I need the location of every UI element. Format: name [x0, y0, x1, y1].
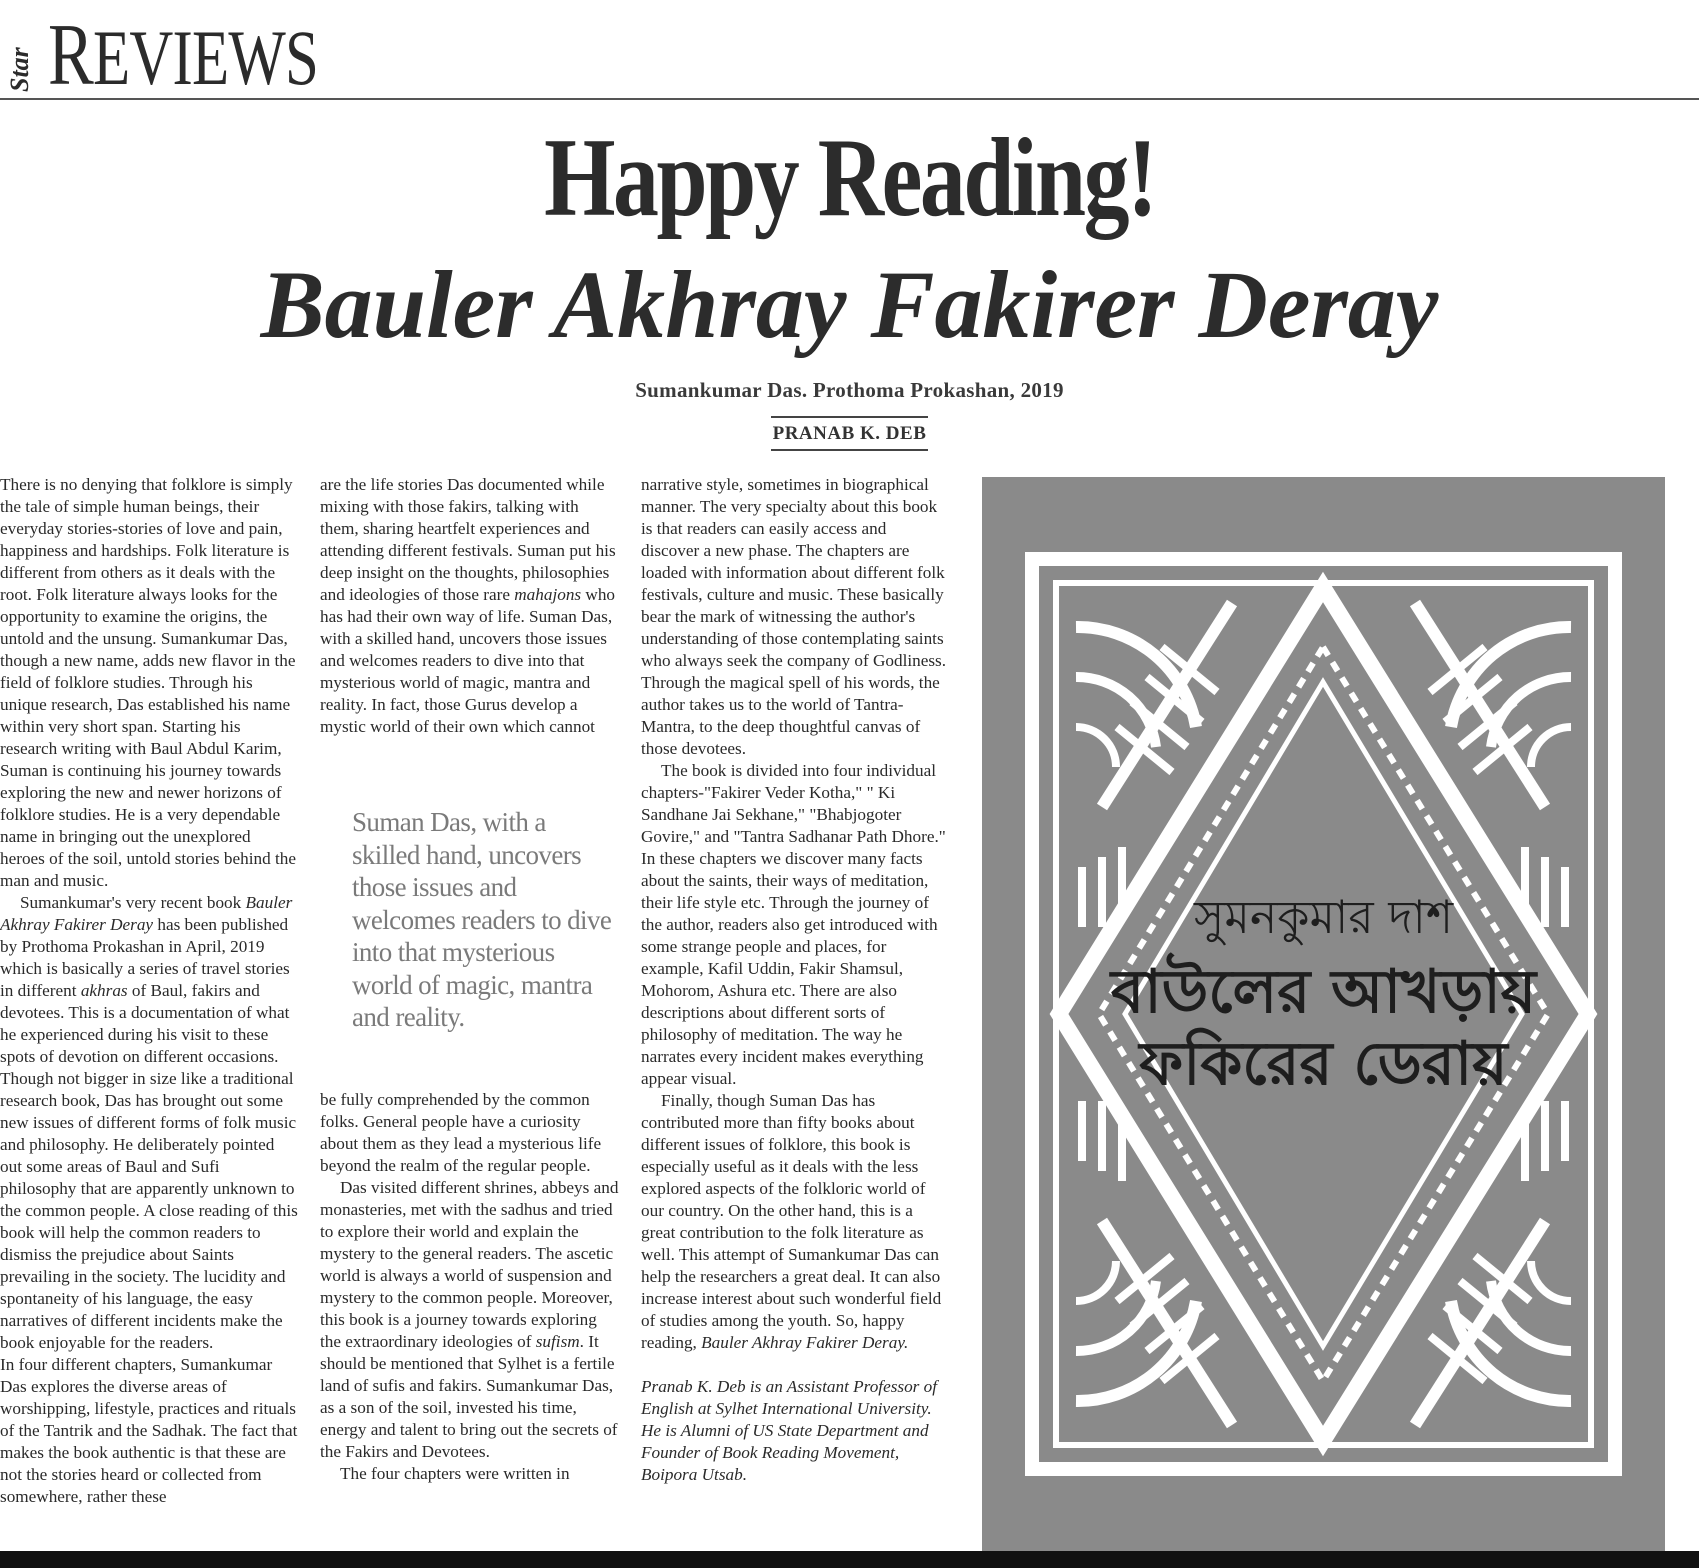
paragraph: narrative style, sometimes in biographical manner. The very specialty about this book is that readers can easily access and discover a new phase. The chapters are loaded with information about different folk festivals, culture and music. These basically bear the mark of witnessing the author's understanding of those contemplating saints who always seek the company of Godliness. Through the magical spell of his words, the author takes us to the world of Tantra-Mantra, to the deep thoughtful canvas of those devotees.	[641, 475, 947, 758]
paragraph: be fully comprehended by the common folks. General people have a curiosity about them as they lead a mysterious life beyond the realm of the regular people.	[320, 1090, 602, 1175]
italic-term: akhras	[80, 981, 128, 1000]
article-column-1	[0, 474, 298, 1508]
cover-author: সুমনকুমার দাশ	[1193, 890, 1454, 944]
text-run: has been published by Prothoma Prokashan in April, 2019 which is basically a series of travel stories in different	[0, 915, 290, 1000]
paragraph	[0, 892, 298, 1354]
italic-term: sufism	[535, 1332, 580, 1351]
italic-term: mahajons	[514, 585, 582, 604]
paragraph	[320, 1177, 620, 1463]
section-name-rest: EVIEWS	[93, 14, 319, 101]
page-bottom-bar	[0, 1551, 1699, 1568]
text-run: of Baul, fakirs and devotees. This is a documentation of what he experienced during his visit to these spots of devotion on different occasions. Though not bigger in size like a traditional research book, Das has brought out some new issues of different forms of folk music and philosophy. He deliberately pointed out some areas of Baul and Sufi philosophy that are apparently unknown to the common people. A close reading of this book will help the common readers to dismiss the prejudice about Saints prevailing in the society. The lucidity and spontaneity of his language, the easy narratives of different incidents make the book enjoyable for the readers.	[0, 981, 298, 1352]
article-column-2-bottom	[320, 1089, 620, 1485]
paragraph	[641, 1090, 946, 1354]
book-info: Sumankumar Das. Prothoma Prokashan, 2019	[635, 378, 1064, 402]
text-run: are the life stories Das documented while mixing with those fakirs, talking with them, sharing heartfelt experiences and attending different festivals. Suman put his deep insight on the thoughts, philosophies and ideologies of those rare	[320, 475, 616, 604]
author-bio: Pranab K. Deb is an Assistant Professor of English at Sylhet International University. He is Alumni of US State Department and Founder of Book Reading Movement, Boipora Utsab.	[641, 1377, 938, 1484]
book-title: Bauler Akhray Fakirer Deray	[260, 251, 1439, 358]
headline	[0, 118, 1699, 238]
paragraph: The book is divided into four individual chapters-"Fakirer Veder Kotha," " Ki Sandhane Jai Sekhane," "Bhabjogoter Govire," and "Tantra Sadhanar Path Dhore." In these chapters we discover many facts about the saints, their ways of meditation, their life style etc. Through the journey of the author, readers also get introduced with some strange people and places, for example, Kafil Uddin, Fakir Shamsul, Mohorom, Ashura etc. There are also descriptions about different sorts of philosophy of meditation. The way he narrates every incident makes everything appear visual.	[641, 761, 946, 1088]
masthead	[0, 0, 1699, 104]
book-title-inline: Bauler Akhray Fakirer Deray	[0, 893, 293, 934]
text-run: . It should be mentioned that Sylhet is a fertile land of sufis and fakirs. Sumankumar Das, as a son of the soil, invested his time, energy and talent to bring out the secrets of the Fakirs and Devotees.	[320, 1332, 618, 1461]
paragraph: There is no denying that folklore is simply the tale of simple human beings, their everyday stories-stories of love and pain, happiness and hardships. Folk literature is different from others as it deals with the root. Folk literature always looks for the opportunity to examine the origins, the untold and the unsung. Sumankumar Das, though a new name, adds new flavor in the field of folklore studies. Through his unique research, Das established his name within very short span. Starting his research writing with Baul Abdul Karim, Suman is continuing his journey towards exploring the new and newer horizons of folklore studies. He is a very dependable name in bringing out the unexplored heroes of the soil, untold stories behind the man and music.	[0, 475, 296, 890]
section-name	[48, 7, 319, 104]
text-run: who has had their own way of life. Suman Das, with a skilled hand, uncovers those issues and welcomes readers to dive into that mysterious world of magic, mantra and reality. In fact, those Gurus develop a mystic world of their own which cannot	[320, 585, 616, 736]
star-logo	[2, 26, 36, 96]
paragraph	[320, 474, 620, 738]
pull-quote: Suman Das, with a skilled hand, uncovers those issues and welcomes readers to dive into that mysterious world of magic, mantra and reality.	[352, 807, 612, 1032]
byline: PRANAB K. DEB	[771, 416, 929, 451]
cover-title-line-1: বাউলের আখড়ায়	[1110, 957, 1537, 1027]
byline-wrap	[0, 416, 1699, 451]
article-column-2-top	[320, 474, 620, 738]
book-cover-image	[982, 477, 1665, 1551]
text-run: Das visited different shrines, abbeys and monasteries, met with the sadhus and tried to explore their world and explain the mystery to the general readers. The ascetic world is always a world of suspension and mystery to the common people. Moreover, this book is a journey towards exploring the extraordinary ideologies of	[320, 1178, 619, 1351]
article-column-3	[641, 474, 946, 1486]
paragraph: The four chapters were written in	[340, 1464, 570, 1483]
star-logo-text: Star	[5, 47, 34, 92]
text-run: Finally, though Suman Das has contributed more than fifty books about different issues of folklore, this book is especially useful as it deals with the less explored aspects of the folkloric world of our country. On the other hand, this is a great contribution to the folk literature as well. This attempt of Sumankumar Das can help the researchers a great deal. It can also increase interest about such wonderful field of studies among the youth. So, happy reading,	[641, 1091, 942, 1352]
book-title-inline: Bauler Akhray Fakirer Deray.	[701, 1333, 909, 1352]
section-name-initial: R	[48, 7, 94, 104]
headline-text: Happy Reading!	[543, 116, 1156, 240]
text-run: Sumankumar's very recent book	[20, 893, 246, 912]
cover-title-line-2: ফকিরের ডেরায়	[1139, 1029, 1508, 1099]
paragraph: In four different chapters, Sumankumar Das explores the diverse areas of worshipping, lifestyle, practices and rituals of the Tantrik and the Sadhak. The fact that makes the book authentic is that these are not the stories heard or collected from somewhere, rather these	[0, 1355, 298, 1506]
